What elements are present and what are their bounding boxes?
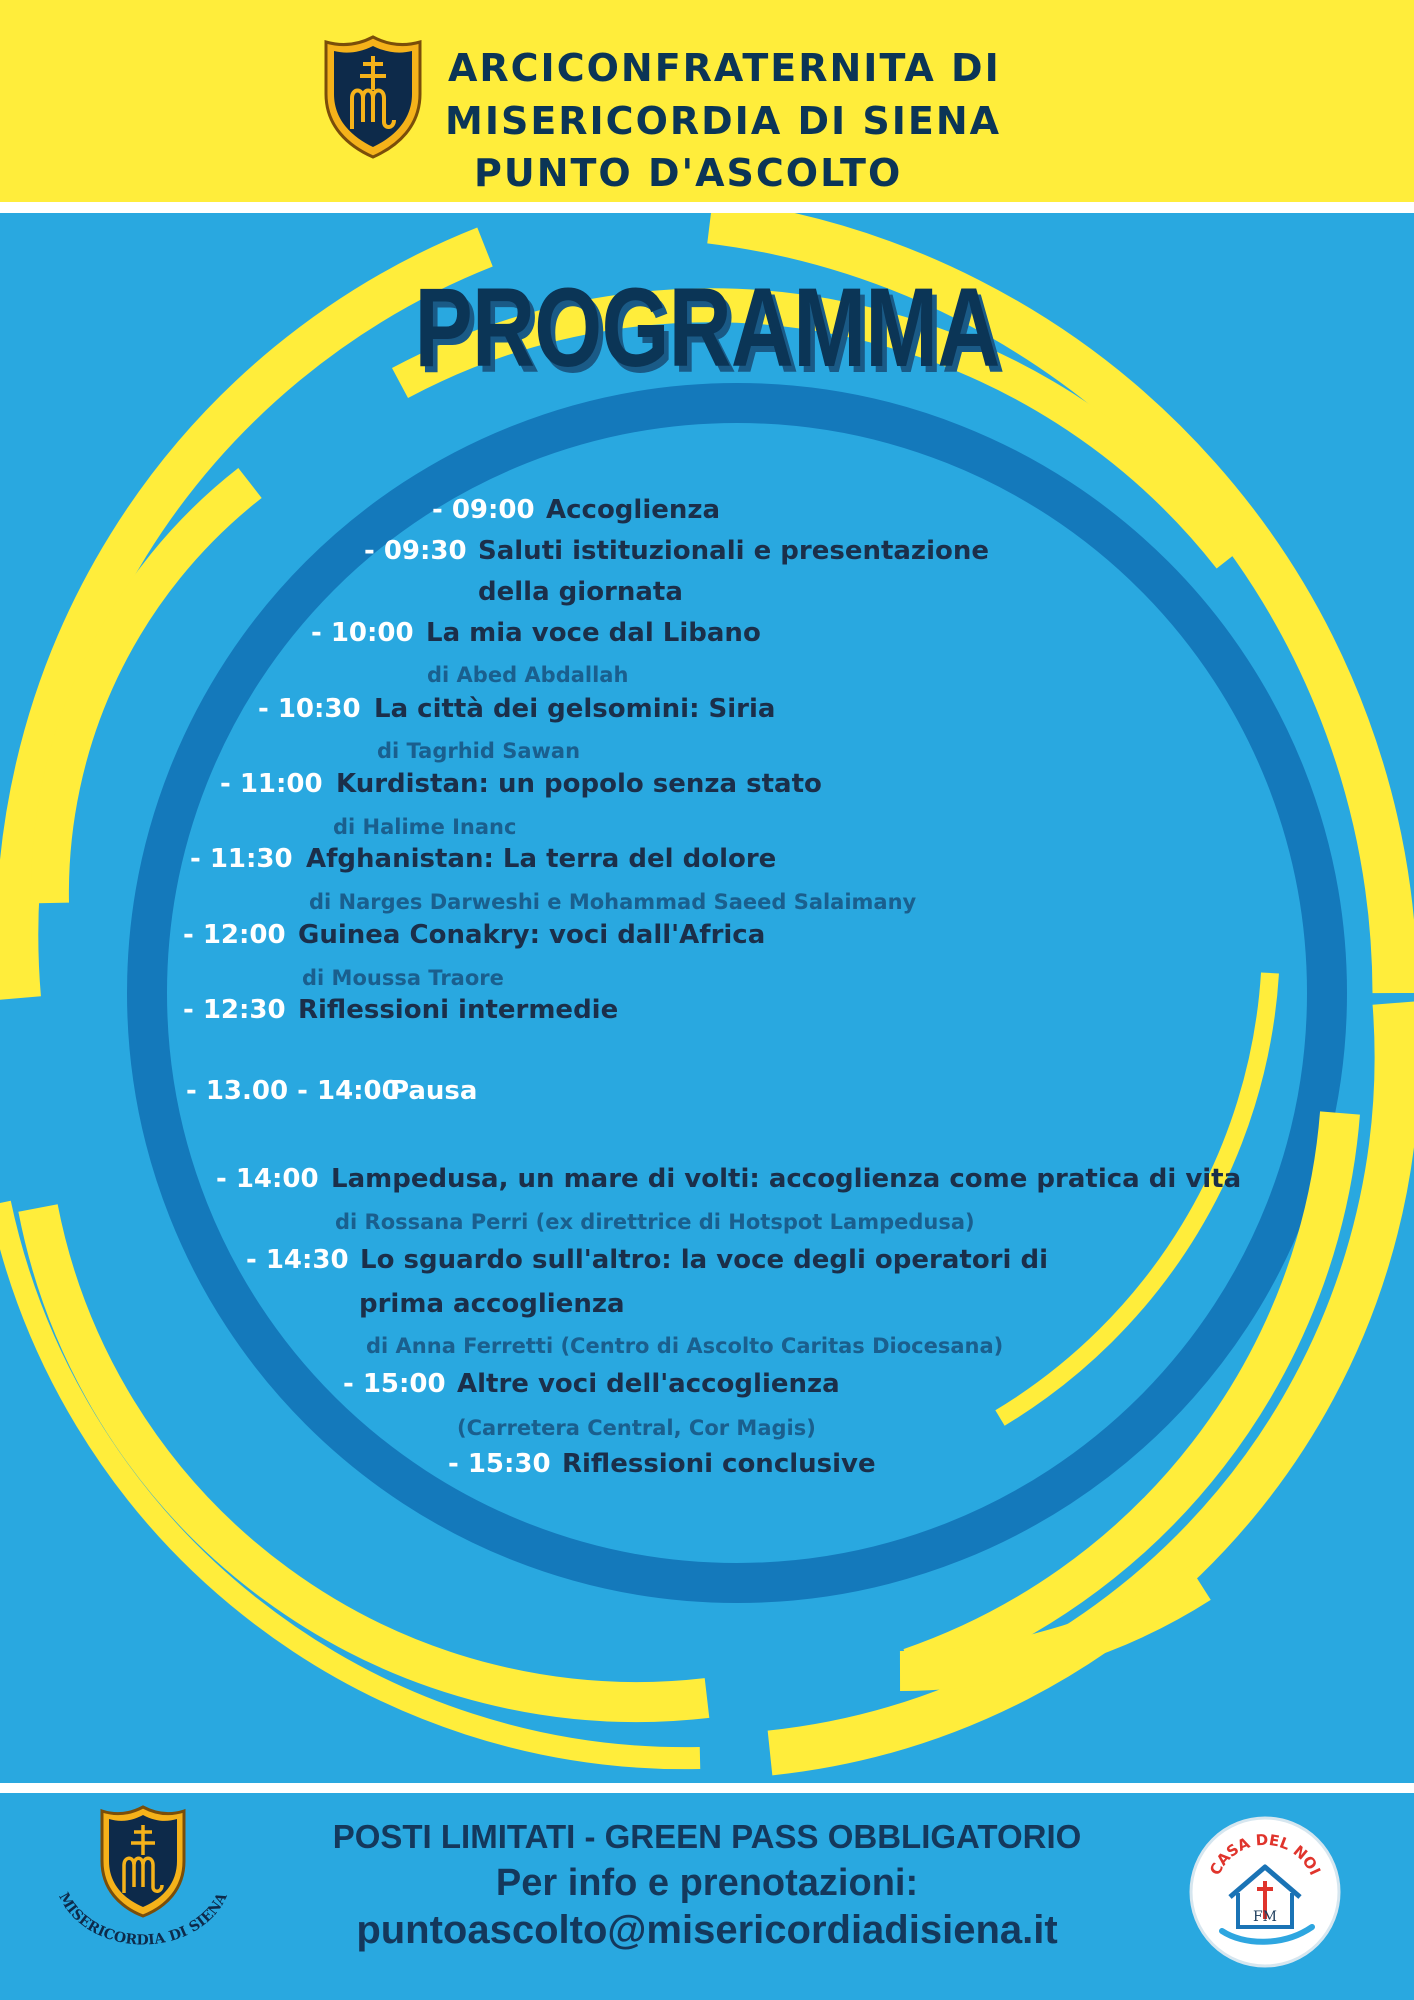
logo-left-text: MISERICORDIA DI SIENA — [55, 1890, 231, 1949]
item-author: di Narges Darweshi e Mohammad Saeed Salaimany — [309, 890, 917, 914]
item-time: - 11:30 — [190, 844, 293, 874]
item-author: (Carretera Central, Cor Magis) — [457, 1416, 816, 1440]
item-time: - 11:00 — [220, 769, 323, 799]
item-title: La mia voce dal Libano — [426, 618, 761, 648]
item-time: - 15:00 — [343, 1369, 446, 1399]
footer-notice: POSTI LIMITATI - GREEN PASS OBBLIGATORIO — [332, 1818, 1082, 1855]
logo-right-monogram: FM — [1252, 1909, 1278, 1925]
program-item-pausa — [186, 1076, 477, 1106]
item-title-cont: della giornata — [478, 577, 683, 607]
item-time: - 15:30 — [448, 1449, 551, 1479]
casa-del-noi-logo-icon — [1188, 1815, 1342, 1969]
program-item-1400 — [216, 1164, 1241, 1194]
item-title: Kurdistan: un popolo senza stato — [336, 769, 822, 799]
org-name-line-1: ARCICONFRATERNITA DI — [448, 46, 1001, 90]
misericordia-shield-icon — [322, 34, 424, 160]
logo-right-text: CASA DEL NOI — [1205, 1830, 1325, 1879]
item-title-cont: prima accoglienza — [359, 1289, 625, 1319]
item-title: Saluti istituzionali e presentazione — [478, 536, 989, 566]
item-time: - 09:00 — [432, 495, 535, 525]
item-time: - 12:30 — [183, 995, 286, 1025]
program-item-1230 — [183, 995, 618, 1025]
item-author: di Abed Abdallah — [427, 663, 629, 687]
program-item-1500 — [343, 1369, 840, 1399]
item-time: - 14:00 — [216, 1164, 319, 1194]
item-title: La città dei gelsomini: Siria — [374, 694, 776, 724]
org-name-line-2: MISERICORDIA DI SIENA — [445, 99, 1002, 143]
footer-email: puntoascolto@misericordiadisiena.it — [356, 1908, 1058, 1952]
program-item-1530 — [448, 1449, 876, 1479]
item-title: Accoglienza — [546, 495, 721, 525]
item-title: Afghanistan: La terra del dolore — [306, 844, 777, 874]
item-author: di Moussa Traore — [302, 966, 504, 990]
program-item-0900 — [432, 495, 720, 525]
program-panel — [0, 213, 1414, 1783]
item-time: - 09:30 — [364, 536, 467, 566]
item-title: Pausa — [390, 1076, 478, 1106]
item-author: di Anna Ferretti (Centro di Ascolto Caritas Diocesana) — [366, 1334, 1004, 1358]
item-author: di Halime Inanc — [333, 815, 517, 839]
item-time: - 14:30 — [246, 1245, 349, 1275]
item-time: - 10:30 — [258, 694, 361, 724]
footer-info: Per info e prenotazioni: — [495, 1862, 919, 1904]
program-item-1430 — [246, 1245, 1048, 1275]
item-time: - 13.00 - 14:00 — [186, 1076, 400, 1106]
program-item-1030 — [258, 694, 775, 724]
program-item-1130 — [190, 844, 776, 874]
item-title: Lampedusa, un mare di volti: accoglienza come pratica di vita — [331, 1164, 1242, 1194]
program-item-1200 — [183, 920, 765, 950]
program-item-1000 — [311, 618, 761, 648]
item-author: di Rossana Perri (ex direttrice di Hotspot Lampedusa) — [335, 1210, 975, 1234]
item-title: Altre voci dell'accoglienza — [457, 1369, 840, 1399]
item-title: Guinea Conakry: voci dall'Africa — [298, 920, 766, 950]
item-time: - 12:00 — [183, 920, 286, 950]
header-band — [0, 0, 1414, 202]
item-author: di Tagrhid Sawan — [377, 739, 581, 763]
item-title: Riflessioni intermedie — [298, 995, 619, 1025]
item-title: Lo sguardo sull'altro: la voce degli operatori di — [360, 1245, 1048, 1275]
program-item-0930 — [364, 536, 989, 566]
program-item-1100 — [220, 769, 822, 799]
item-time: - 10:00 — [311, 618, 414, 648]
programma-title: PROGRAMMA — [414, 265, 1000, 390]
item-title: Riflessioni conclusive — [562, 1449, 876, 1479]
org-name-line-3: PUNTO D'ASCOLTO — [474, 151, 903, 195]
